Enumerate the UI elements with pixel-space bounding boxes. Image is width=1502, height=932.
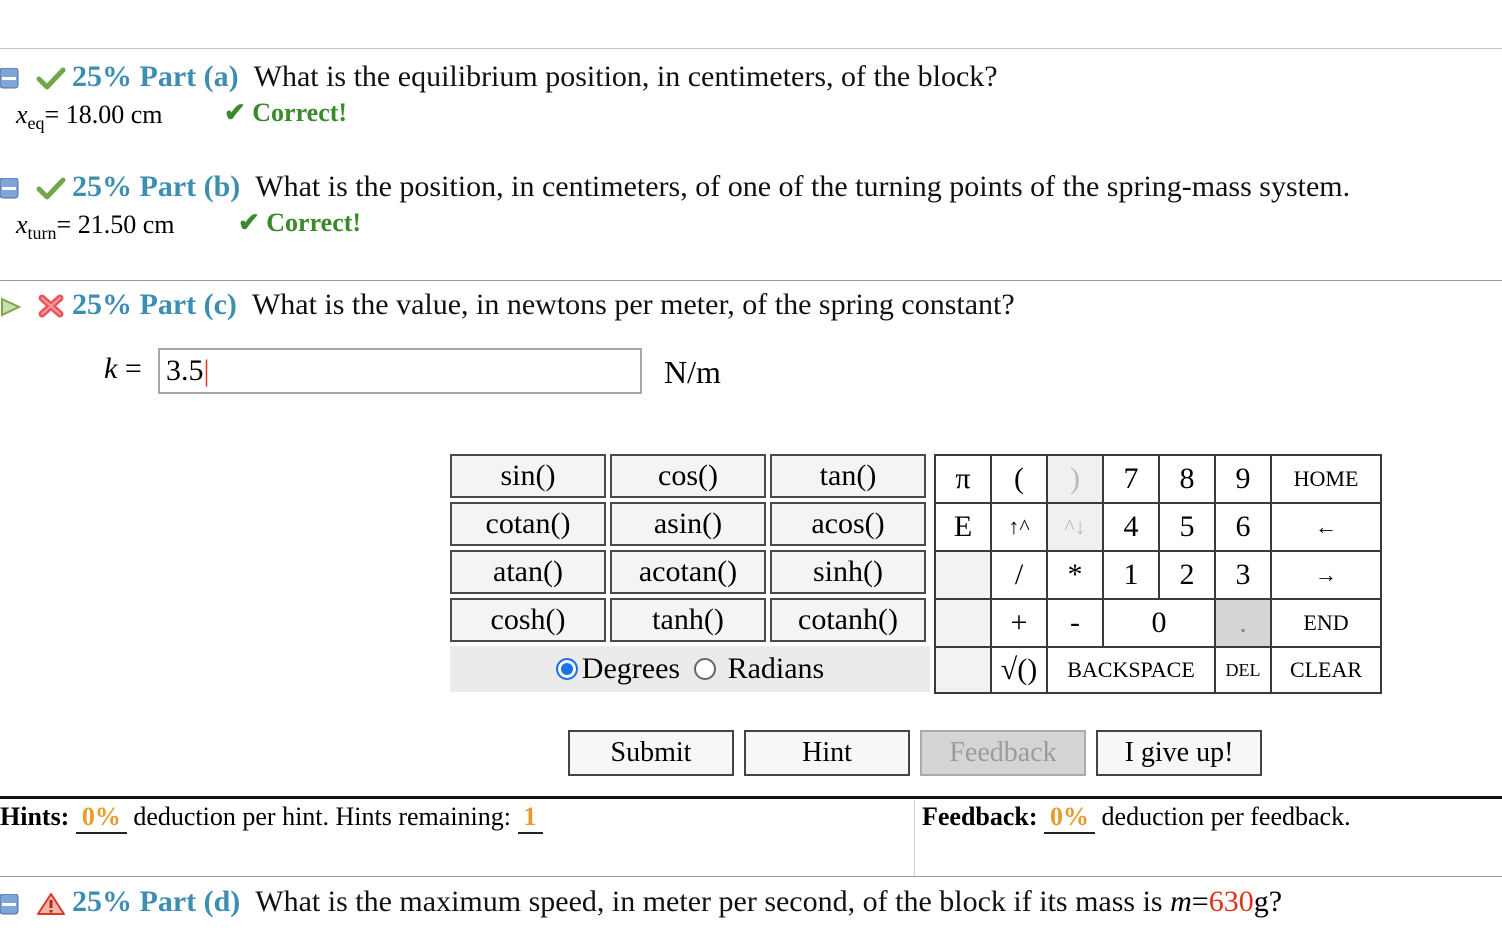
radians-radio[interactable] [694,658,716,680]
divider [0,48,1502,49]
key-8[interactable]: 8 [1160,456,1214,502]
expand-arrow-icon[interactable] [0,296,22,318]
hints-text: deduction per hint. Hints remaining: [126,802,518,831]
sqrt-key[interactable]: √() [992,648,1046,692]
feedback-label: Feedback: [922,802,1038,831]
text-caret: | [203,354,210,387]
key-2[interactable]: 2 [1160,552,1214,598]
atan-button[interactable]: atan() [450,550,606,594]
key-6[interactable]: 6 [1216,504,1270,550]
hints-remaining: 1 [518,802,543,834]
right-arrow-key[interactable]: → [1272,552,1380,598]
pi-key[interactable]: π [936,456,990,502]
clear-key[interactable]: CLEAR [1272,648,1380,692]
key-1[interactable]: 1 [1104,552,1158,598]
backspace-key[interactable]: BACKSPACE [1048,648,1214,692]
part-question: What is the equilibrium position, in centimeters, of the block? [253,60,998,93]
part-percent: 25% [72,288,132,321]
part-question: What is the position, in centimeters, of one of the turning points of the spring-mass system. [255,170,1351,203]
checkmark-icon [36,176,66,200]
degrees-option[interactable]: Degrees [556,652,680,686]
part-percent: 25% [72,885,132,918]
acotan-button[interactable]: acotan() [610,550,766,594]
mass-variable: m [1170,885,1192,918]
part-percent: 25% [72,170,132,203]
cross-icon [36,294,66,318]
radians-option[interactable]: Radians [694,652,824,686]
correct-status: ✔ Correct! [238,208,362,237]
feedback-info [922,802,1351,834]
asin-button[interactable]: asin() [610,502,766,546]
tan-button[interactable]: tan() [770,454,926,498]
divider [0,796,1502,799]
unit-label: N/m [664,354,721,390]
sinh-button[interactable]: sinh() [770,550,926,594]
part-a-header [72,57,998,97]
part-c-header [72,285,1015,325]
correct-status: ✔ Correct! [224,98,348,127]
hints-info [0,802,543,834]
multiply-key[interactable]: * [1048,552,1102,598]
part-percent: 25% [72,60,132,93]
acos-button[interactable]: acos() [770,502,926,546]
key-9[interactable]: 9 [1216,456,1270,502]
k-label: k = [104,352,142,385]
answer-input[interactable]: 3.5| [158,348,642,394]
blank-key [936,552,990,598]
blank-key [936,600,990,646]
tanh-button[interactable]: tanh() [610,598,766,642]
checkmark-icon [36,66,66,90]
key-7[interactable]: 7 [1104,456,1158,502]
exponent-up-key[interactable]: ↑^ [992,504,1046,550]
submit-button[interactable]: Submit [568,730,734,776]
hint-deduction: 0% [76,802,127,834]
part-label: Part (a) [139,60,239,93]
answer-value: = 18.00 cm [44,100,163,129]
part-label: Part (b) [139,170,241,203]
cotanh-button[interactable]: cotanh() [770,598,926,642]
equals-sign: = [1191,885,1209,918]
exponent-down-key[interactable]: ^↓ [1048,504,1102,550]
key-5[interactable]: 5 [1160,504,1214,550]
give-up-button[interactable]: I give up! [1096,730,1262,776]
blank-key [936,648,990,692]
feedback-deduction: 0% [1044,802,1095,834]
mass-unit: g? [1253,885,1283,918]
key-3[interactable]: 3 [1216,552,1270,598]
divide-key[interactable]: / [992,552,1046,598]
warning-icon [36,892,66,916]
left-paren-key[interactable]: ( [992,456,1046,502]
sin-button[interactable]: sin() [450,454,606,498]
end-key[interactable]: END [1272,600,1380,646]
collapse-icon[interactable] [0,68,20,90]
home-key[interactable]: HOME [1272,456,1380,502]
decimal-key[interactable]: . [1216,600,1270,646]
hints-label: Hints: [0,802,70,831]
left-arrow-key[interactable]: ← [1272,504,1380,550]
answer-value: = 21.50 cm [56,210,175,239]
part-label: Part (d) [139,885,241,918]
divider [0,876,1502,877]
feedback-text: deduction per feedback. [1095,802,1351,831]
mass-value: 630 [1208,885,1254,918]
collapse-icon[interactable] [0,178,20,200]
key-0[interactable]: 0 [1104,600,1214,646]
divider [914,800,915,876]
angle-mode-selector [450,646,930,692]
cotan-button[interactable]: cotan() [450,502,606,546]
answer-variable: $x_{eq}$ [16,100,45,134]
collapse-icon[interactable] [0,894,20,916]
right-paren-key[interactable]: ) [1048,456,1102,502]
divider [0,280,1502,281]
degrees-radio[interactable] [556,658,578,680]
minus-key[interactable]: - [1048,600,1102,646]
e-key[interactable]: E [936,504,990,550]
hint-button[interactable]: Hint [744,730,910,776]
delete-key[interactable]: DEL [1216,648,1270,692]
part-b-header [72,167,1350,207]
feedback-button[interactable]: Feedback [920,730,1086,776]
part-label: Part (c) [139,288,237,321]
keypad [934,454,1382,694]
key-4[interactable]: 4 [1104,504,1158,550]
plus-key[interactable]: + [992,600,1046,646]
answer-variable: $x_{turn}$ [16,210,57,244]
part-question: What is the maximum speed, in meter per second, of the block if its mass is [255,885,1163,918]
part-d-header [72,882,1282,922]
part-question: What is the value, in newtons per meter, of the spring constant? [251,288,1015,321]
part-a-answer [16,100,162,134]
cosh-button[interactable]: cosh() [450,598,606,642]
cos-button[interactable]: cos() [610,454,766,498]
part-b-answer [16,210,174,244]
